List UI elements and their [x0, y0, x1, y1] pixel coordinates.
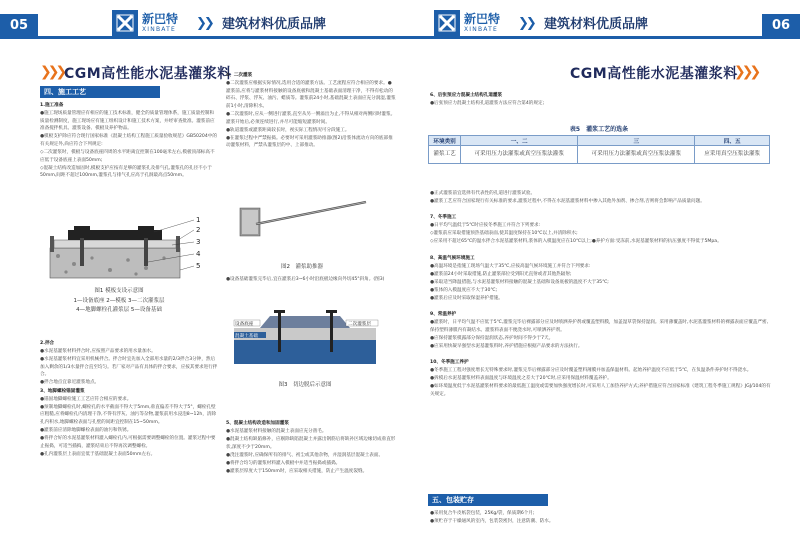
paragraph: ●在灌浆过程中严禁振捣。必要时可采用灌浆助推器(图2)沿浆体流动方向的底部推动灌浆材料，严禁从灌浆层的中、上部推动。 — [226, 135, 393, 149]
paragraph: ●灌浆后应及时采取保湿养护措施。 — [430, 296, 503, 302]
left-column-1 — [40, 86, 218, 180]
fig1-label-5: 5 — [196, 262, 201, 270]
right-header — [400, 0, 800, 36]
process-table — [428, 135, 770, 164]
paragraph: 8、高温气候环境施工 — [430, 255, 475, 261]
paragraph: ●高温环境是指施工现场气温大于35℃,应按高温气候环境施工并符合下列要求: — [430, 263, 591, 269]
left-header — [0, 0, 400, 36]
header-rule — [400, 36, 800, 39]
table-caption: 表5 灌浆工艺的选条 — [569, 126, 629, 133]
table-cell: 应采用真空压浆法灌浆 — [695, 146, 770, 164]
right-body — [430, 190, 772, 399]
fig2-caption: 图2 灌浆助推器 — [281, 264, 323, 270]
right-intro — [430, 92, 770, 108]
paragraph: ●轨道灌浆或灌浆距离较长时，视实际工程情况可分段施工。 — [226, 127, 350, 133]
page-number: 06 — [762, 14, 800, 36]
paragraph: ●水泥基灌浆材料拌合时,应按照产品要求的用水量加水。 — [40, 349, 156, 355]
table-header: 三 — [578, 136, 695, 146]
fig3-label-1: 设备底座 — [235, 322, 254, 327]
left-column-2b — [226, 276, 396, 284]
left-column-1b — [40, 340, 218, 459]
fig1-label-3: 3 — [196, 238, 201, 246]
brand-logo — [434, 10, 500, 36]
paragraph: ●采取适当降温措施,与水泥基灌浆材料接触的混凝土基础和设备底板的温度不大于35℃; — [430, 279, 609, 285]
page-title: CGM高性能水泥基灌浆料 — [64, 66, 232, 82]
paragraph: ●锚固地脚螺栓施工工艺应符合相应的要求。 — [40, 396, 132, 402]
fig1-legend: 1—设备底座 2—模板 3—二次灌浆层 — [73, 298, 165, 304]
paragraph: ●采用复合牛皮纸袋包装，25Kg/袋，保质期6个月; — [430, 511, 535, 516]
table-cell: 可采用压力法灌浆或真空压浆法灌浆 — [578, 146, 695, 164]
paragraph: ●设备基础灌浆完毕后,宜在灌浆后3~6小时沿底板边缘向外切45°斜角。(图3) — [226, 277, 385, 282]
left-column-2c — [226, 420, 396, 476]
page-title: CGM高性能水泥基灌浆料 — [570, 66, 738, 82]
table-header: 环境类别 — [429, 136, 461, 146]
paragraph: ◇灌浆前应采取措施预热基础表面,使其温度保持在10℃以上,并清除积水; — [430, 231, 578, 237]
paragraph: ●将拌合均匀的灌浆材料灌入模板中并适当振捣或插捣。 — [226, 460, 341, 466]
fig3-caption: 图3 切边脱后示意图 — [278, 382, 332, 388]
paragraph: ●应采用快凝早强型水泥基灌浆料时,养护措施应根据产品要求的方法执行。 — [430, 344, 583, 349]
fig1-label-1: 1 — [196, 216, 201, 224]
paragraph: 3、地脚螺栓锚固灌浆 — [40, 388, 85, 394]
fig1-label-4: 4 — [196, 250, 201, 258]
paragraph: ●水泥基灌浆材料接触的混凝土表面应充分凿毛。 — [226, 429, 327, 435]
paragraph: 2.拌合 — [40, 341, 55, 346]
section-heading: 五、包装贮存 — [428, 494, 548, 506]
paragraph: ●孔内灌浆层上表面宜低于基础混凝土表面50mm左右。 — [40, 451, 156, 457]
paragraph: ●施工现场质量管理应有相应的施工技术标准，健全的质量管理体系，施工质量控制和质量检测制度，施工现场应有施工组织设计和施工技术方案，并经审查批准。灌浆前应准备搅拌机具、灌浆设备、模板及养护物品。 — [40, 111, 215, 132]
table-header: 一、二 — [461, 136, 578, 146]
paragraph: ●须贮存于干燥通风的室内，包装袋密封，注意防潮、防水。 — [430, 519, 554, 525]
fig1-label-2: 2 — [196, 226, 201, 234]
paragraph: ●二次灌浆时,应从一侧进行灌浆,直至从另一侧溢出为止,不得从相对两侧同时灌浆。灌浆开始后,必须连续进行,并尽可能缩短灌浆时间。 — [226, 111, 396, 125]
paragraph: ●将拌合好的水泥基灌浆材料灌入螺栓孔内,可根据需要调整螺栓的位置。灌浆过程中要止振捣，可适当插捣，灌浆结束后不得再次调整螺栓。 — [40, 436, 216, 449]
brand-name-en: XINBATE — [142, 25, 176, 33]
paragraph: 9、常温养护 — [430, 312, 457, 318]
paragraph: ●正式灌浆前宜选择有代表性的孔道进行灌浆试验。 — [430, 191, 536, 196]
table-header: 四、五 — [695, 136, 770, 146]
paragraph: ●冬季施工工程对强度增长无特殊要求时,灌浆完毕后裸露部分应及时覆盖塑料薄膜并加盖保温材料。起始养护温度不应低于5℃，在负温条件养护时不得浇水。 — [430, 368, 752, 374]
paragraph: ●浇注灌浆时,应确保所有的排气、初尘或其他杂物，并湿润基层混凝土表面。 — [226, 452, 384, 458]
left-column-2 — [226, 72, 396, 150]
logo-mark-icon — [434, 10, 460, 36]
paragraph: ●浆体的入模温度应不大于30℃; — [430, 287, 498, 293]
chevron-icon: ❯❯ — [518, 16, 534, 31]
process-table-wrap — [428, 122, 770, 164]
header-rule — [0, 36, 400, 39]
paragraph: ●预制地脚螺栓孔时,螺栓孔的水平截面不得大于5mm,垂直偏差不得大于5°，螺栓孔壁应粗糙,应将螺栓孔内清理干净,不得有浮灰、油污等杂物,灌浆前用水浸泡8~12h，清除孔内积水,地脚螺栓表面与孔壁的间距宜控制在15~50mm。 — [40, 404, 217, 425]
paragraph: 6、后张预应力混凝土结构孔道灌浆 — [430, 93, 503, 98]
paragraph: ●后张预应力混凝土结构孔道灌浆方法应符合第4的规定; — [430, 101, 545, 107]
paragraph: ●灌浆前24小时采取措施,防止灌浆部位受到阳光直射或者其他热辐射; — [430, 271, 572, 277]
chevron-icon: ❯❯ — [196, 16, 212, 31]
logo-mark-icon — [112, 10, 138, 36]
paragraph: ●日平均气温低于5℃时应按冬季施工并符合下列要求: — [430, 223, 541, 229]
paragraph: ●二次灌浆应根据实际情况,选用合适的灌浆方法。工艺流程应符合相应的要求。●灌浆前,应将与灌浆材料接触的设备底板和混凝土基础表面清理干净，不得有松动的碎石、浮浆、浮灰、油污、蜡质等。灌浆前24小时,基础混凝土表面应充分润湿,灌浆前1小时,清除积水。 — [226, 81, 396, 109]
paragraph: ●拆模后水泥基灌浆材料表面温度与环境温度之差大于20℃时,应采用保温材料覆盖养护。 — [430, 376, 612, 382]
table-cell: 灌浆工艺 — [429, 146, 461, 164]
paragraph: 5、混凝土结构改造和加固灌浆 — [226, 421, 289, 426]
paragraph: ●模板支护除应符合现行国家标准《混凝土结构工程施工质量验收规范》GB50204中的有关规定外,尚应符合下列规定: — [40, 134, 217, 147]
paragraph: ●应保持灌浆模露部分保持湿润状态,养护时间不得少于7天。 — [430, 335, 554, 341]
brand-name-cn: 新巴特 — [142, 11, 179, 26]
paragraph: 7、冬季施工 — [430, 215, 457, 221]
paragraph: 10、冬季施工养护 — [430, 360, 469, 366]
slogan: 建筑材料优质品牌 — [222, 17, 327, 32]
fig3-label-3: 二次灌浆层 — [348, 322, 371, 327]
paragraph: ◇二次灌浆时，模板与设备底座四周的水平距离宜控制在100毫米左右,模板顶部标高不应低于设备底座上表面50mm; — [40, 150, 215, 163]
paragraph: ●灌浆层厚度大于150mm时，应采取相关措施，防止产生温度裂缝。 — [226, 469, 368, 475]
paragraph: ◇混凝土结构改造加固时,模板支护应按有足够的灌浆孔及排气孔,灌浆孔的孔径不小于50mm,间距不超过100mm,灌浆孔与排气孔应高于孔洞最高点50mm。 — [40, 165, 212, 179]
paragraph: ●灌浆工艺应符合国家现行有关标准的要求,灌浆过程中,不得在水泥基灌浆材料中掺入其他外加剂、掺合剂,否则将会影响产品质量问题。 — [430, 199, 705, 205]
paragraph: ●灌浆时，日平均气温不应低于5℃,灌浆完毕后裸露部分应及时喷洒养护剂或覆盖塑料膜，加盖湿草袋保持湿润。采用薄覆盖时,水泥基灌浆材料的裸露表面应覆盖严密,保持塑料薄膜内有凝结水。灌浆料表面不便浇水时,可喷洒养护剂。 — [430, 320, 769, 333]
fig3-label-2: 混凝土基础 — [235, 334, 258, 339]
edge-cut-diagram — [230, 298, 380, 366]
brand-logo — [112, 10, 178, 36]
right-page — [400, 0, 800, 543]
table-cell: 可采用压力法灌浆或真空压浆法灌浆 — [461, 146, 578, 164]
fig1-caption: 图1 模板支设示意图 — [94, 288, 144, 294]
slogan: 建筑材料优质品牌 — [544, 17, 649, 32]
page-number: 05 — [0, 14, 38, 36]
brand-name-en: XINBATE — [464, 25, 498, 33]
title-chevron-icon: ❯❯❯ — [734, 64, 758, 80]
paragraph: 1.施工准备 — [40, 103, 64, 108]
paragraph: ●灌浆前应清除地脚螺栓表面的油污和铁锈。 — [40, 428, 132, 434]
formwork-diagram — [44, 214, 204, 282]
brand-name-cn: 新巴特 — [464, 11, 501, 26]
paragraph: ●拌合地点宜靠近灌浆地点。 — [40, 380, 100, 386]
title-chevron-icon: ❯❯❯ — [40, 64, 64, 80]
paragraph: ●水泥基灌浆材料宜采用机械拌合。拌合时宜先加入全部用水量的2/3拌合3分钟，然后加入剩余的1/3水量拌合直至均匀。若厂家对产品有具体的拌合要求，应按其要求进行拌合。 — [40, 357, 218, 378]
right-storage — [430, 510, 772, 526]
grouting-pusher-diagram — [232, 196, 372, 244]
paragraph: 4、二次灌浆 — [226, 73, 253, 78]
paragraph: ●混凝土结构缺陷修补，应剔除缺陷混凝土并露出钢筋后将缺补区域边缘切成垂直形状,深度不少于20mm。 — [226, 437, 396, 450]
paragraph: ●如环境温度低于水泥基灌浆材料要求的最低施工温度或需要加快强度增长时,可采用人工加热养护方式;养护措施应符合国家标准《建筑工程冬季施工规程》JGJ/104的有关规定。 — [430, 384, 771, 397]
fig1-legend: 4—地脚螺栓孔灌浆层 5—设备基础 — [76, 307, 162, 313]
section-heading: 四、施工工艺 — [40, 86, 160, 98]
table-row — [429, 146, 770, 164]
paragraph: ◇应采用不超过65℃的温水拌合水泥基灌浆材料,浆体的入模温度应在10℃以上;●养护方面:受冻前,水泥基灌浆材料的抗压强度不得低于5Mpa。 — [430, 239, 722, 245]
